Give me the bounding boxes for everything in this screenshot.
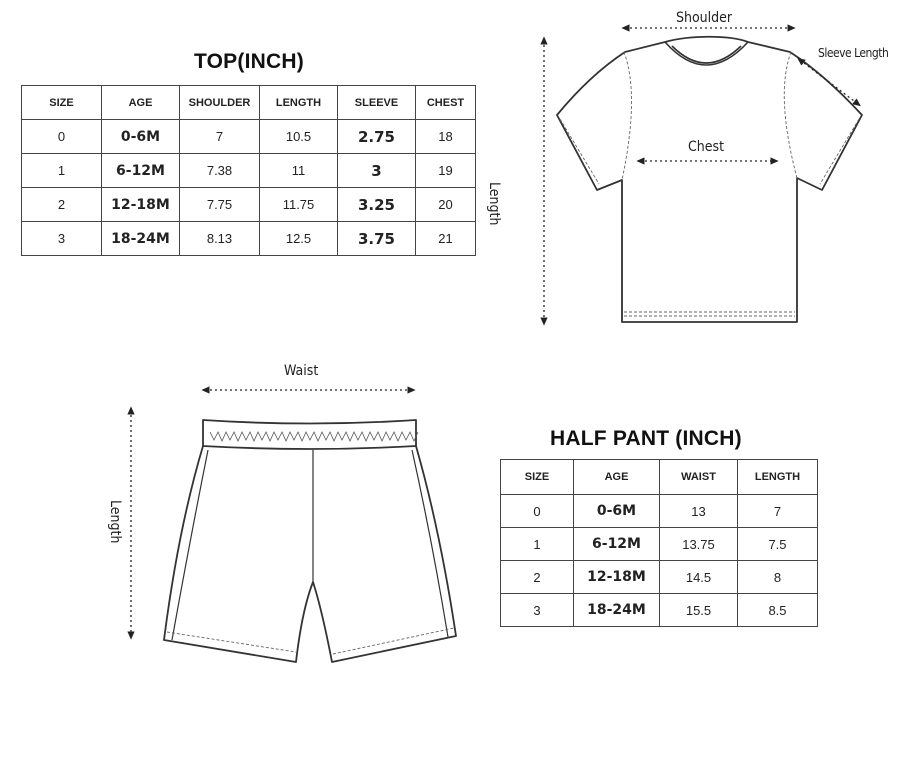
sleeve-length-label: Sleeve Length — [818, 46, 889, 60]
header-size: SIZE — [501, 460, 574, 495]
header-length: LENGTH — [738, 460, 818, 495]
header-sleeve: SLEEVE — [338, 86, 416, 120]
cell-length: 7.5 — [738, 528, 818, 561]
header-shoulder: SHOULDER — [180, 86, 260, 120]
cell-sleeve: 3 — [338, 154, 416, 188]
cell-shoulder: 7.75 — [180, 188, 260, 222]
cell-sleeve: 3.75 — [338, 222, 416, 256]
cell-size: 2 — [501, 561, 574, 594]
cell-size: 1 — [22, 154, 102, 188]
cell-size: 0 — [501, 495, 574, 528]
shirt-length-label: Length — [486, 182, 502, 226]
cell-length: 12.5 — [260, 222, 338, 256]
top-size-title: TOP(INCH) — [194, 50, 304, 73]
cell-length: 8 — [738, 561, 818, 594]
cell-shoulder: 7 — [180, 120, 260, 154]
cell-length: 10.5 — [260, 120, 338, 154]
header-chest: CHEST — [416, 86, 476, 120]
cell-size: 3 — [22, 222, 102, 256]
pant-length-label: Length — [107, 500, 123, 544]
cell-waist: 13.75 — [660, 528, 738, 561]
tshirt-outline — [557, 37, 862, 322]
header-size: SIZE — [22, 86, 102, 120]
cell-shoulder: 7.38 — [180, 154, 260, 188]
cell-waist: 14.5 — [660, 561, 738, 594]
cell-age: 6-12M — [574, 528, 660, 561]
cell-length: 11.75 — [260, 188, 338, 222]
waist-label: Waist — [284, 363, 319, 379]
cell-age: 0-6M — [574, 495, 660, 528]
shorts-outline — [164, 420, 456, 662]
cell-sleeve: 3.25 — [338, 188, 416, 222]
pant-size-title: HALF PANT (INCH) — [550, 427, 742, 450]
cell-size: 1 — [501, 528, 574, 561]
header-age: AGE — [102, 86, 180, 120]
cell-length: 8.5 — [738, 594, 818, 627]
cell-length: 11 — [260, 154, 338, 188]
cell-chest: 18 — [416, 120, 476, 154]
cell-age: 18-24M — [574, 594, 660, 627]
header-age: AGE — [574, 460, 660, 495]
cell-waist: 13 — [660, 495, 738, 528]
cell-chest: 19 — [416, 154, 476, 188]
cell-sleeve: 2.75 — [338, 120, 416, 154]
cell-waist: 15.5 — [660, 594, 738, 627]
cell-chest: 20 — [416, 188, 476, 222]
header-waist: WAIST — [660, 460, 738, 495]
cell-age: 12-18M — [102, 188, 180, 222]
cell-age: 18-24M — [102, 222, 180, 256]
cell-age: 6-12M — [102, 154, 180, 188]
cell-size: 2 — [22, 188, 102, 222]
chest-label: Chest — [688, 139, 725, 155]
cell-age: 12-18M — [574, 561, 660, 594]
shoulder-label: Shoulder — [676, 10, 733, 26]
cell-size: 0 — [22, 120, 102, 154]
cell-shoulder: 8.13 — [180, 222, 260, 256]
cell-size: 3 — [501, 594, 574, 627]
cell-chest: 21 — [416, 222, 476, 256]
cell-length: 7 — [738, 495, 818, 528]
header-length: LENGTH — [260, 86, 338, 120]
cell-age: 0-6M — [102, 120, 180, 154]
